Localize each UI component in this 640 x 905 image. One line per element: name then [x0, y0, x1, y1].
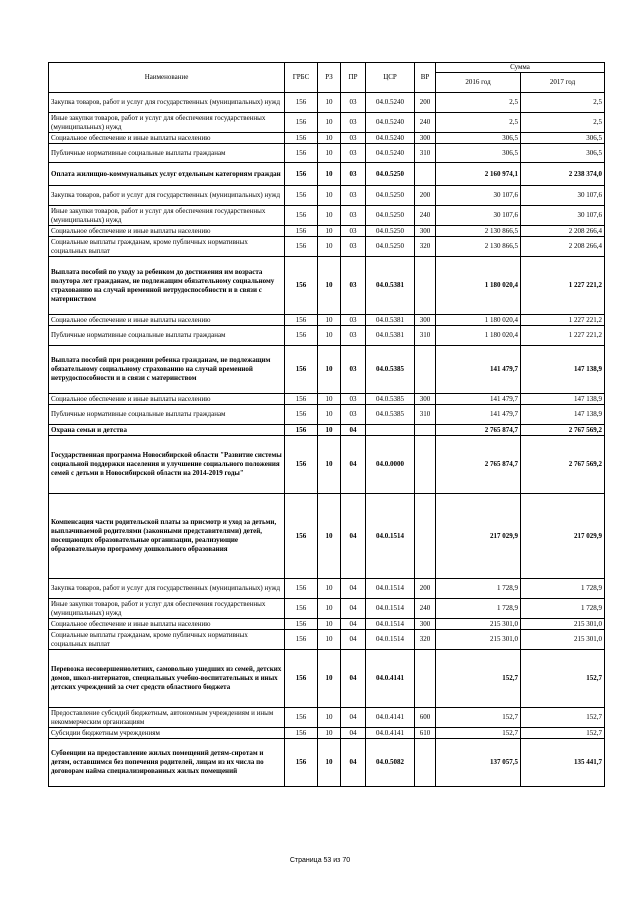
row-pr: 04	[341, 494, 366, 579]
row-vr: 200	[415, 579, 436, 599]
row-rz: 10	[318, 394, 341, 405]
row-pr: 03	[341, 257, 366, 315]
row-grbs: 156	[285, 405, 318, 425]
row-name: Публичные нормативные социальные выплаты гражданам	[49, 326, 285, 346]
table-row	[49, 226, 605, 237]
row-name: Выплата пособий по уходу за ребенком до достижения им возраста полутора лет гражданам, не подлежащим обязательному социальному страхованию на случай временной нетрудоспособности и в связи с материнством	[49, 257, 285, 315]
row-sum-2016: 1 180 020,4	[436, 315, 521, 326]
row-pr: 03	[341, 133, 366, 144]
row-grbs: 156	[285, 619, 318, 630]
row-name: Социальное обеспечение и иные выплаты населению	[49, 226, 285, 237]
row-vr: 600	[415, 708, 436, 728]
row-sum-2017: 2 767 569,2	[521, 425, 605, 436]
row-vr	[415, 739, 436, 787]
row-csr: 04.0.1514	[366, 619, 415, 630]
row-pr: 03	[341, 326, 366, 346]
row-csr: 04.0.4141	[366, 650, 415, 708]
row-csr: 04.0.1514	[366, 494, 415, 579]
page-number: Страница 53 из 70	[289, 857, 351, 864]
row-sum-2017: 147 138,9	[521, 346, 605, 394]
row-sum-2017: 1 227 221,2	[521, 257, 605, 315]
header-year-2016: 2016 год	[436, 73, 521, 93]
row-sum-2017: 1 728,9	[521, 579, 605, 599]
row-sum-2017: 1 227 221,2	[521, 326, 605, 346]
table-row	[49, 436, 605, 494]
row-csr: 04.0.5381	[366, 315, 415, 326]
row-csr: 04.0.5385	[366, 405, 415, 425]
table-row	[49, 326, 605, 346]
row-pr: 04	[341, 630, 366, 650]
row-pr: 04	[341, 650, 366, 708]
row-name: Предоставление субсидий бюджетным, автономным учреждениям и иным некоммерческим организациям	[49, 708, 285, 728]
row-name: Субвенции на предоставление жилых помещений детям-сиротам и детям, оставшимся без попечения родителей, лицам из их числа по договорам найма специализированных жилых помещений	[49, 739, 285, 787]
row-rz: 10	[318, 619, 341, 630]
table-row	[49, 163, 605, 186]
row-sum-2017: 217 029,9	[521, 494, 605, 579]
row-pr: 04	[341, 425, 366, 436]
row-pr: 03	[341, 394, 366, 405]
header-name: Наименование	[49, 63, 285, 93]
row-grbs: 156	[285, 186, 318, 206]
row-rz: 10	[318, 346, 341, 394]
row-pr: 03	[341, 237, 366, 257]
row-name: Социальное обеспечение и иные выплаты населению	[49, 394, 285, 405]
row-grbs: 156	[285, 226, 318, 237]
row-sum-2017: 152,7	[521, 650, 605, 708]
row-grbs: 156	[285, 257, 318, 315]
row-name: Закупка товаров, работ и услуг для государственных (муниципальных) нужд	[49, 579, 285, 599]
row-sum-2016: 152,7	[436, 728, 521, 739]
row-vr: 300	[415, 394, 436, 405]
row-grbs: 156	[285, 650, 318, 708]
row-rz: 10	[318, 405, 341, 425]
row-csr: 04.0.1514	[366, 630, 415, 650]
row-pr: 04	[341, 619, 366, 630]
row-rz: 10	[318, 425, 341, 436]
row-pr: 03	[341, 206, 366, 226]
row-sum-2016: 137 057,5	[436, 739, 521, 787]
row-name: Иные закупки товаров, работ и услуг для обеспечения государственных (муниципальных) нужд	[49, 113, 285, 133]
row-sum-2016: 141 479,7	[436, 405, 521, 425]
row-name: Компенсация части родительской платы за присмотр и уход за детьми, выплачиваемой родителями (законными представителями) детей, посещающих образовательные организации, реализующие образовательную программу дошкольного образования	[49, 494, 285, 579]
row-name: Выплата пособий при рождении ребенка гражданам, не подлежащим обязательному социальному страхованию на случай временной нетрудоспособности и в связи с материнством	[49, 346, 285, 394]
row-vr: 320	[415, 630, 436, 650]
row-vr: 300	[415, 133, 436, 144]
row-pr: 03	[341, 163, 366, 186]
row-grbs: 156	[285, 599, 318, 619]
row-rz: 10	[318, 436, 341, 494]
row-sum-2017: 2 208 266,4	[521, 226, 605, 237]
row-grbs: 156	[285, 113, 318, 133]
table-row	[49, 630, 605, 650]
table-row	[49, 599, 605, 619]
row-rz: 10	[318, 494, 341, 579]
row-name: Закупка товаров, работ и услуг для государственных (муниципальных) нужд	[49, 186, 285, 206]
row-grbs: 156	[285, 93, 318, 113]
row-sum-2016: 1 180 020,4	[436, 257, 521, 315]
table-row	[49, 405, 605, 425]
row-csr: 04.0.5250	[366, 226, 415, 237]
row-sum-2016: 1 728,9	[436, 579, 521, 599]
row-csr: 04.0.5250	[366, 206, 415, 226]
row-pr: 03	[341, 113, 366, 133]
row-sum-2016: 2 130 866,5	[436, 226, 521, 237]
header-rz: РЗ	[318, 63, 341, 93]
row-pr: 03	[341, 93, 366, 113]
table-row	[49, 619, 605, 630]
row-vr: 200	[415, 186, 436, 206]
row-vr: 240	[415, 113, 436, 133]
row-grbs: 156	[285, 326, 318, 346]
row-csr: 04.0.4141	[366, 728, 415, 739]
row-pr: 04	[341, 728, 366, 739]
row-rz: 10	[318, 579, 341, 599]
row-grbs: 156	[285, 237, 318, 257]
row-grbs: 156	[285, 436, 318, 494]
row-grbs: 156	[285, 315, 318, 326]
row-sum-2016: 30 107,6	[436, 206, 521, 226]
row-vr: 310	[415, 405, 436, 425]
row-rz: 10	[318, 144, 341, 163]
row-sum-2017: 215 301,0	[521, 630, 605, 650]
table-row	[49, 425, 605, 436]
row-sum-2017: 2 238 374,0	[521, 163, 605, 186]
row-vr	[415, 257, 436, 315]
row-rz: 10	[318, 226, 341, 237]
row-rz: 10	[318, 237, 341, 257]
row-grbs: 156	[285, 394, 318, 405]
table-row	[49, 93, 605, 113]
row-sum-2016: 2 130 866,5	[436, 237, 521, 257]
row-pr: 03	[341, 226, 366, 237]
header-grbs: ГРБС	[285, 63, 318, 93]
row-vr: 300	[415, 619, 436, 630]
row-vr: 240	[415, 206, 436, 226]
row-csr: 04.0.5250	[366, 163, 415, 186]
row-csr: 04.0.5250	[366, 186, 415, 206]
row-sum-2017: 1 227 221,2	[521, 315, 605, 326]
row-pr: 04	[341, 739, 366, 787]
row-csr: 04.0.5240	[366, 144, 415, 163]
row-sum-2016: 152,7	[436, 650, 521, 708]
row-sum-2016: 141 479,7	[436, 394, 521, 405]
row-vr: 200	[415, 93, 436, 113]
table-row	[49, 186, 605, 206]
row-pr: 03	[341, 315, 366, 326]
table-row	[49, 113, 605, 133]
row-pr: 04	[341, 579, 366, 599]
row-rz: 10	[318, 113, 341, 133]
row-pr: 03	[341, 186, 366, 206]
row-csr: 04.0.5381	[366, 257, 415, 315]
row-sum-2017: 135 441,7	[521, 739, 605, 787]
row-sum-2016: 215 301,0	[436, 619, 521, 630]
row-rz: 10	[318, 326, 341, 346]
row-sum-2017: 2,5	[521, 93, 605, 113]
row-grbs: 156	[285, 346, 318, 394]
row-name: Оплата жилищно-коммунальных услуг отдельным категориям граждан	[49, 163, 285, 186]
table-row	[49, 579, 605, 599]
row-rz: 10	[318, 650, 341, 708]
row-sum-2016: 30 107,6	[436, 186, 521, 206]
row-name: Социальное обеспечение и иные выплаты населению	[49, 619, 285, 630]
row-csr: 04.0.5385	[366, 346, 415, 394]
header-sum: Сумма	[436, 63, 605, 73]
row-grbs: 156	[285, 144, 318, 163]
row-vr	[415, 494, 436, 579]
table-body	[49, 93, 605, 787]
header-year-2017: 2017 год	[521, 73, 605, 93]
row-csr	[366, 425, 415, 436]
table-row	[49, 728, 605, 739]
row-grbs: 156	[285, 630, 318, 650]
row-sum-2017: 152,7	[521, 728, 605, 739]
row-sum-2017: 2 208 266,4	[521, 237, 605, 257]
row-csr: 04.0.1514	[366, 599, 415, 619]
row-sum-2016: 141 479,7	[436, 346, 521, 394]
row-rz: 10	[318, 186, 341, 206]
row-csr: 04.0.5240	[366, 93, 415, 113]
row-vr: 310	[415, 144, 436, 163]
table-row	[49, 144, 605, 163]
row-sum-2017: 147 138,9	[521, 394, 605, 405]
row-sum-2017: 2 767 569,2	[521, 436, 605, 494]
row-name: Иные закупки товаров, работ и услуг для обеспечения государственных (муниципальных) нужд	[49, 206, 285, 226]
table-row	[49, 494, 605, 579]
row-sum-2016: 1 728,9	[436, 599, 521, 619]
budget-table	[48, 62, 605, 787]
row-name: Публичные нормативные социальные выплаты гражданам	[49, 144, 285, 163]
row-name: Закупка товаров, работ и услуг для государственных (муниципальных) нужд	[49, 93, 285, 113]
row-sum-2017: 30 107,6	[521, 186, 605, 206]
row-rz: 10	[318, 163, 341, 186]
row-sum-2016: 152,7	[436, 708, 521, 728]
row-vr	[415, 163, 436, 186]
row-sum-2017: 306,5	[521, 144, 605, 163]
row-pr: 04	[341, 599, 366, 619]
row-grbs: 156	[285, 739, 318, 787]
row-sum-2017: 30 107,6	[521, 206, 605, 226]
row-vr	[415, 425, 436, 436]
row-sum-2017: 215 301,0	[521, 619, 605, 630]
table-row	[49, 206, 605, 226]
row-vr	[415, 436, 436, 494]
row-csr: 04.0.5240	[366, 113, 415, 133]
table-row	[49, 708, 605, 728]
row-csr: 04.0.1514	[366, 579, 415, 599]
row-name: Социальные выплаты гражданам, кроме публичных нормативных социальных выплат	[49, 630, 285, 650]
row-vr: 320	[415, 237, 436, 257]
row-name: Государственная программа Новосибирской области "Развитие системы социальной поддержки населения и улучшение социального положения семей с детьми в Новосибирской области на 2014-2019 годы"	[49, 436, 285, 494]
row-grbs: 156	[285, 728, 318, 739]
row-vr: 300	[415, 315, 436, 326]
row-rz: 10	[318, 257, 341, 315]
table-row	[49, 394, 605, 405]
row-rz: 10	[318, 708, 341, 728]
row-rz: 10	[318, 728, 341, 739]
row-grbs: 156	[285, 494, 318, 579]
row-sum-2016: 306,5	[436, 144, 521, 163]
row-csr: 04.0.5381	[366, 326, 415, 346]
row-name: Публичные нормативные социальные выплаты гражданам	[49, 405, 285, 425]
row-vr: 240	[415, 599, 436, 619]
row-vr: 610	[415, 728, 436, 739]
row-rz: 10	[318, 133, 341, 144]
row-grbs: 156	[285, 579, 318, 599]
header-vr: ВР	[415, 63, 436, 93]
row-name: Иные закупки товаров, работ и услуг для обеспечения государственных (муниципальных) нужд	[49, 599, 285, 619]
row-rz: 10	[318, 599, 341, 619]
row-vr: 310	[415, 326, 436, 346]
row-pr: 04	[341, 708, 366, 728]
row-sum-2016: 1 180 020,4	[436, 326, 521, 346]
header-pr: ПР	[341, 63, 366, 93]
table-row	[49, 650, 605, 708]
row-rz: 10	[318, 315, 341, 326]
row-pr: 03	[341, 346, 366, 394]
row-grbs: 156	[285, 163, 318, 186]
row-csr: 04.0.4141	[366, 708, 415, 728]
row-name: Перевозка несовершеннолетних, самовольно ушедших из семей, детских домов, школ-интернатов, специальных учебно-воспитательных и иных детских учреждений за счет средств областного бюджета	[49, 650, 285, 708]
row-csr: 04.0.5082	[366, 739, 415, 787]
row-sum-2016: 215 301,0	[436, 630, 521, 650]
table-row	[49, 133, 605, 144]
row-sum-2017: 152,7	[521, 708, 605, 728]
row-sum-2016: 217 029,9	[436, 494, 521, 579]
row-sum-2016: 2 765 874,7	[436, 436, 521, 494]
table-row	[49, 315, 605, 326]
row-sum-2017: 2,5	[521, 113, 605, 133]
row-pr: 03	[341, 405, 366, 425]
row-grbs: 156	[285, 206, 318, 226]
row-vr	[415, 346, 436, 394]
row-vr: 300	[415, 226, 436, 237]
row-rz: 10	[318, 630, 341, 650]
row-name: Охрана семьи и детства	[49, 425, 285, 436]
row-sum-2016: 2 160 974,1	[436, 163, 521, 186]
row-grbs: 156	[285, 133, 318, 144]
row-name: Социальное обеспечение и иные выплаты населению	[49, 133, 285, 144]
row-rz: 10	[318, 206, 341, 226]
row-csr: 04.0.5250	[366, 237, 415, 257]
row-rz: 10	[318, 93, 341, 113]
row-pr: 04	[341, 436, 366, 494]
row-name: Субсидии бюджетным учреждениям	[49, 728, 285, 739]
table-row	[49, 237, 605, 257]
row-grbs: 156	[285, 425, 318, 436]
row-pr: 03	[341, 144, 366, 163]
row-sum-2017: 147 138,9	[521, 405, 605, 425]
table-row	[49, 346, 605, 394]
row-rz: 10	[318, 739, 341, 787]
row-sum-2016: 306,5	[436, 133, 521, 144]
header-csr: ЦСР	[366, 63, 415, 93]
row-sum-2017: 306,5	[521, 133, 605, 144]
row-csr: 04.0.5240	[366, 133, 415, 144]
table-header	[49, 63, 605, 93]
table-row	[49, 257, 605, 315]
row-sum-2016: 2,5	[436, 93, 521, 113]
row-grbs: 156	[285, 708, 318, 728]
row-name: Социальные выплаты гражданам, кроме публичных нормативных социальных выплат	[49, 237, 285, 257]
row-sum-2016: 2,5	[436, 113, 521, 133]
row-name: Социальное обеспечение и иные выплаты населению	[49, 315, 285, 326]
row-sum-2017: 1 728,9	[521, 599, 605, 619]
row-sum-2016: 2 765 874,7	[436, 425, 521, 436]
row-csr: 04.0.0000	[366, 436, 415, 494]
row-csr: 04.0.5385	[366, 394, 415, 405]
table-row	[49, 739, 605, 787]
row-vr	[415, 650, 436, 708]
